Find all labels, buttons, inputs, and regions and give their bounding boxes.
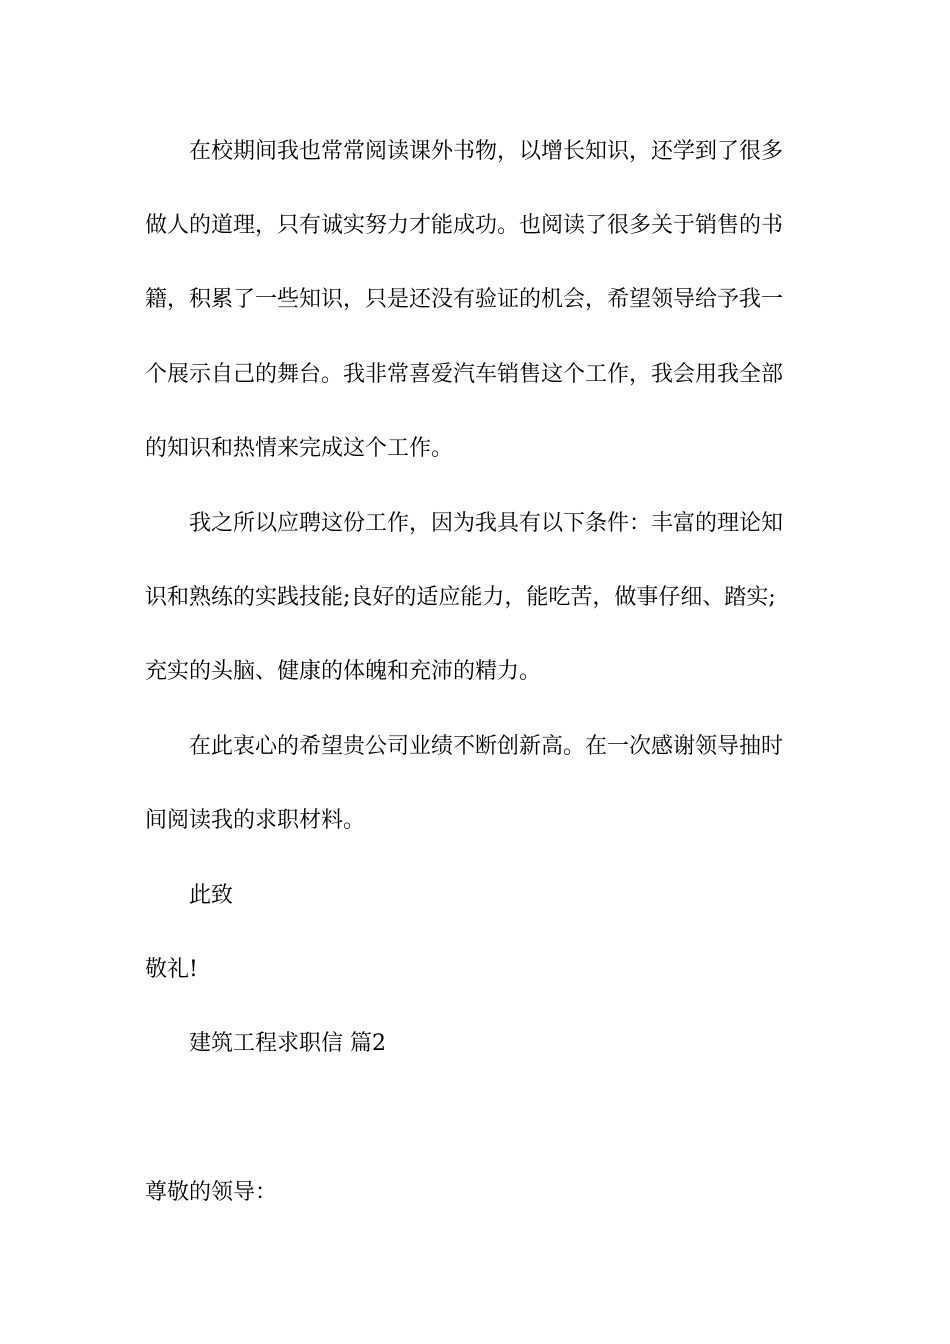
paragraph-line: 识和熟练的实践技能;良好的适应能力，能吃苦，做事仔细、踏实;: [145, 585, 776, 610]
paragraph-line: 在此衷心的希望贵公司业绩不断创新高。在一次感谢领导抽时: [189, 734, 784, 759]
paragraph-line: 的知识和热情来完成这个工作。: [145, 436, 454, 461]
paragraph-line: 做人的道理，只有诚实努力才能成功。也阅读了很多关于销售的书: [145, 213, 784, 238]
paragraph-line: 个展示自己的舞台。我非常喜爱汽车销售这个工作，我会用我全部: [145, 362, 784, 387]
paragraph-line: 在校期间我也常常阅读课外书物，以增长知识，还学到了很多: [189, 139, 784, 164]
greeting-line: 尊敬的领导：: [145, 1180, 278, 1205]
salutation-closing: 敬礼!: [145, 957, 198, 982]
section-heading: 建筑工程求职信 篇2: [189, 1031, 386, 1056]
paragraph-line: 充实的头脑、健康的体魄和充沛的精力。: [145, 659, 542, 684]
paragraph-line: 籍，积累了一些知识，只是还没有验证的机会，希望领导给予我一: [145, 287, 784, 312]
closing-line: 此致: [189, 883, 234, 908]
paragraph-line: 我之所以应聘这份工作，因为我具有以下条件：丰富的理论知: [189, 511, 784, 536]
paragraph-line: 间阅读我的求职材料。: [145, 808, 366, 833]
